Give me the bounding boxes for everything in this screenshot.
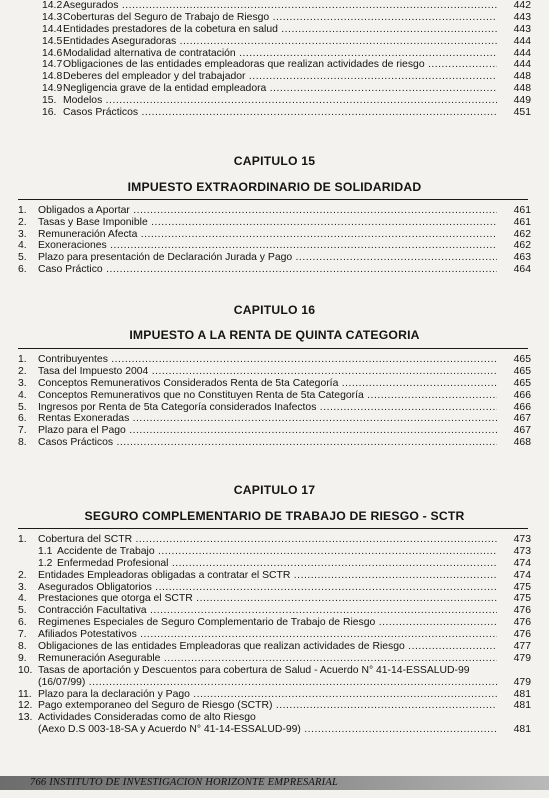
toc-row [0, 378, 549, 390]
toc-row [0, 229, 549, 241]
toc-row [0, 534, 549, 546]
toc-number: 1. [18, 354, 27, 365]
chapter15-items [0, 205, 549, 276]
toc-number: 9. [18, 652, 27, 664]
toc-row [0, 366, 549, 378]
toc-row [0, 390, 549, 402]
footer-page-number: 766 [30, 777, 47, 788]
toc-page-number: 481 [513, 700, 531, 712]
toc-row [0, 677, 549, 689]
toc-page-number: 466 [513, 389, 531, 401]
toc-number: 3. [18, 581, 27, 593]
toc-section-top [0, 0, 549, 119]
toc-row [0, 24, 549, 36]
toc-row [0, 629, 549, 641]
toc-row [0, 402, 549, 414]
chapter15-label: CAPITULO 15 [233, 154, 316, 168]
toc-number: 14.6 [42, 47, 63, 59]
toc-number: 1. [18, 534, 27, 545]
toc-row [0, 653, 549, 665]
toc-page-number: 465 [513, 365, 531, 377]
toc-page-number: 481 [513, 688, 531, 700]
toc-entry-title: Ingresos por Renta de 5ta Categoría considerados Inafectos ..... [38, 402, 497, 414]
toc-row [0, 48, 549, 60]
toc-entry-title: Tasa del Impuesto 2004 ..... [38, 366, 497, 378]
toc-number: 14.7 [42, 59, 63, 71]
footer [30, 776, 338, 790]
toc-row [0, 558, 549, 570]
toc-number: 6. [18, 413, 27, 425]
toc-row [0, 264, 549, 276]
toc-number: 4. [18, 240, 27, 252]
toc-entry-title: Obligados a Aportar ..... [38, 205, 497, 217]
toc-entry-title: Entidades prestadores de la cobetura en salud ..... [63, 24, 497, 36]
toc-page-number: 475 [513, 593, 531, 605]
toc-entry-title: Remuneración Afecta ..... [38, 229, 497, 241]
toc-number: 2. [18, 569, 27, 581]
toc-entry-title: Conceptos Remunerativos que no Constituyen Renta de 5ta Categoría ..... [38, 390, 497, 402]
footer-publisher: INSTITUTO DE INVESTIGACION HORIZONTE EMPRESARIAL [49, 777, 339, 788]
toc-page-number: 476 [513, 629, 531, 641]
chapter16-title: IMPUESTO A LA RENTA DE QUINTA CATEGORIA [129, 328, 420, 342]
toc-entry-title: Cobertura del SCTR ..... [38, 534, 497, 546]
toc-entry-title: Modalidad alternativa de contratación ..... [63, 48, 497, 60]
toc-row [0, 59, 549, 71]
toc-number: 14.8 [42, 71, 63, 83]
toc-number: 5. [18, 605, 27, 617]
toc-entry-title: Enfermedad Profesional ..... [57, 558, 497, 570]
toc-page-number: 448 [513, 71, 531, 83]
toc-number: 12. [18, 700, 33, 712]
toc-row [0, 36, 549, 48]
toc-number: 15. [42, 95, 57, 107]
toc-page-number: 442 [513, 0, 531, 11]
toc-page-number: 462 [513, 228, 531, 240]
toc-page-number: 465 [513, 377, 531, 389]
toc-page-number: 467 [513, 413, 531, 425]
chapter16-label: CAPITULO 16 [233, 303, 316, 317]
toc-entry-title: Plazo para el Pago ..... [38, 425, 497, 437]
toc-entry-title: Deberes del empleador y del trabajador ..... [63, 71, 497, 83]
toc-page-number: 465 [513, 354, 531, 365]
toc-row [0, 724, 549, 736]
toc-page-number: 444 [513, 47, 531, 59]
toc-row [0, 71, 549, 83]
toc-entry-title: Afiliados Potestativos ..... [38, 629, 497, 641]
toc-page-number: 462 [513, 240, 531, 252]
toc-entry-title: Entidades Empleadoras obligadas a contratar el SCTR ..... [38, 570, 497, 582]
toc-number: 6. [18, 617, 27, 629]
toc-row [0, 12, 549, 24]
toc-number: 11. [18, 688, 32, 700]
toc-entry-title: Modelos ..... [63, 95, 497, 107]
toc-entry-title: Coberturas del Seguro de Trabajo de Riesgo ..... [63, 12, 497, 24]
toc-page-number: 477 [513, 641, 531, 653]
toc-entry-title: Accidente de Trabajo ..... [57, 546, 497, 558]
toc-page-number: 481 [513, 724, 531, 736]
toc-entry-title: Plazo para la declaración y Pago ..... [38, 689, 497, 701]
toc-number: 7. [18, 629, 27, 641]
toc-page-number: 468 [513, 437, 531, 449]
toc-number: 5. [18, 401, 27, 413]
chapter16-rule [18, 348, 528, 349]
toc-row [0, 689, 549, 701]
toc-row [0, 0, 549, 12]
toc-page-number: 473 [513, 545, 531, 557]
toc-number: 14.3 [42, 11, 63, 23]
toc-entry-title: Casos Prácticos ..... [63, 107, 497, 119]
toc-entry-title: Regimenes Especiales de Seguro Complementario de Trabajo de Riesgo ..... [38, 617, 497, 629]
toc-page-number: 476 [513, 605, 531, 617]
toc-page-number: 464 [513, 263, 531, 275]
toc-page-number: 443 [513, 11, 531, 23]
toc-page-number: 467 [513, 425, 531, 437]
toc-entry-title: Contracción Facultativa ..... [38, 605, 497, 617]
toc-number: 5. [18, 252, 27, 264]
toc-entry-title: (16/07/99) ..... [38, 677, 497, 689]
toc-entry-title: Remuneración Asegurable ..... [38, 653, 497, 665]
toc-number: 8. [18, 437, 27, 449]
toc-page-number: 474 [513, 557, 531, 569]
toc-page-number: 448 [513, 83, 531, 95]
toc-row [0, 95, 549, 107]
toc-page-number: 475 [513, 581, 531, 593]
toc-number: 3. [18, 228, 27, 240]
toc-number: 4. [18, 593, 27, 605]
toc-number: 14.9 [42, 83, 63, 95]
chapter17-label: CAPITULO 17 [233, 483, 316, 497]
toc-entry-title: Exoneraciones ..... [38, 240, 497, 252]
toc-row [0, 605, 549, 617]
toc-row [0, 700, 549, 712]
chapter17-title: SEGURO COMPLEMENTARIO DE TRABAJO DE RIESGO - SCTR [84, 509, 465, 523]
toc-page-number: 444 [513, 35, 531, 47]
toc-row [0, 712, 549, 724]
toc-entry-title: Conceptos Remunerativos Considerados Renta de 5ta Categoría ..... [38, 378, 497, 390]
toc-row [0, 641, 549, 653]
toc-page-number: 466 [513, 401, 531, 413]
toc-row [0, 252, 549, 264]
toc-number: 1.1 [38, 545, 53, 557]
toc-row [0, 582, 549, 594]
toc-row [0, 665, 549, 677]
toc-entry-title: Negligencia grave de la entidad empleadora ..... [63, 83, 497, 95]
toc-entry-title: Contribuyentes ..... [38, 354, 497, 366]
toc-row [0, 217, 549, 229]
toc-entry-title: Plazo para presentación de Declaración Jurada y Pago ..... [38, 252, 497, 264]
toc-entry-title: Tasas y Base Imponible ..... [38, 217, 497, 229]
toc-number: 2. [18, 365, 27, 377]
toc-number: 13. [18, 712, 33, 724]
toc-entry-title: Pago extemporaneo del Seguro de Riesgo (SCTR) ..... [38, 700, 497, 712]
toc-entry-title: (Aexo D.S 003-18-SA y Acuerdo N° 41-14-ESSALUD-99) ..... [38, 724, 497, 736]
toc-row [0, 83, 549, 95]
toc-number: 2. [18, 216, 27, 228]
toc-page-number: 473 [513, 534, 531, 545]
toc-page-number: 479 [513, 676, 531, 688]
toc-page-number: 443 [513, 23, 531, 35]
toc-entry-title: Tasas de aportación y Descuentos para cobertura de Salud - Acuerdo N° 41-14-ESSALUD-99 [38, 664, 470, 676]
chapter15-title: IMPUESTO EXTRAORDINARIO DE SOLIDARIDAD [127, 180, 422, 194]
toc-row [0, 240, 549, 252]
toc-entry-title: Rentas Exoneradas ..... [38, 413, 497, 425]
toc-row [0, 205, 549, 217]
toc-number: 3. [18, 377, 27, 389]
toc-entry-title: Asegurados ..... [63, 0, 497, 12]
toc-row [0, 413, 549, 425]
toc-entry-title: Casos Prácticos ..... [38, 437, 497, 449]
toc-number: 7. [18, 425, 27, 437]
toc-number: 10. [18, 664, 33, 676]
toc-number: 4. [18, 389, 27, 401]
toc-number: 6. [18, 263, 27, 275]
toc-row [0, 107, 549, 119]
toc-row [0, 617, 549, 629]
chapter15-rule [18, 199, 528, 200]
toc-page-number: 449 [513, 95, 531, 107]
toc-row [0, 425, 549, 437]
toc-number: 14.4 [42, 23, 63, 35]
toc-entry-title: Obligaciones de las entidades Empleadoras que realizan actividades de Riesgo ..... [38, 641, 497, 653]
toc-page-number: 451 [513, 107, 531, 119]
toc-page-number: 444 [513, 59, 531, 71]
toc-page-number: 463 [513, 252, 531, 264]
toc-entry-title: Obligaciones de las entidades empleadoras que realizan actividades de riesgo ..... [63, 59, 497, 71]
chapter16-items [0, 354, 549, 449]
toc-page-number: 461 [513, 216, 531, 228]
toc-number: 14.5 [42, 35, 63, 47]
toc-page-number: 479 [513, 652, 531, 664]
toc-page-number: 461 [513, 205, 531, 216]
toc-row [0, 437, 549, 449]
toc-row [0, 570, 549, 582]
toc-page-number: 474 [513, 569, 531, 581]
toc-row [0, 546, 549, 558]
toc-entry-title: Actividades Consideradas como de alto Riesgo [38, 712, 256, 724]
toc-row [0, 354, 549, 366]
chapter17-rule [18, 528, 528, 529]
chapter17-items [0, 534, 549, 736]
toc-number: 14.2 [42, 0, 63, 11]
toc-number: 1. [18, 205, 27, 216]
toc-number: 8. [18, 641, 27, 653]
toc-entry-title: Caso Práctico ..... [38, 264, 497, 276]
toc-number: 16. [42, 107, 57, 119]
toc-entry-title: Asegurados Obligatorios ..... [38, 582, 497, 594]
toc-page-number: 476 [513, 617, 531, 629]
toc-row [0, 593, 549, 605]
toc-entry-title: Prestaciones que otorga el SCTR ..... [38, 593, 497, 605]
toc-number: 1.2 [38, 557, 53, 569]
toc-entry-title: Entidades Aseguradoras ..... [63, 36, 497, 48]
